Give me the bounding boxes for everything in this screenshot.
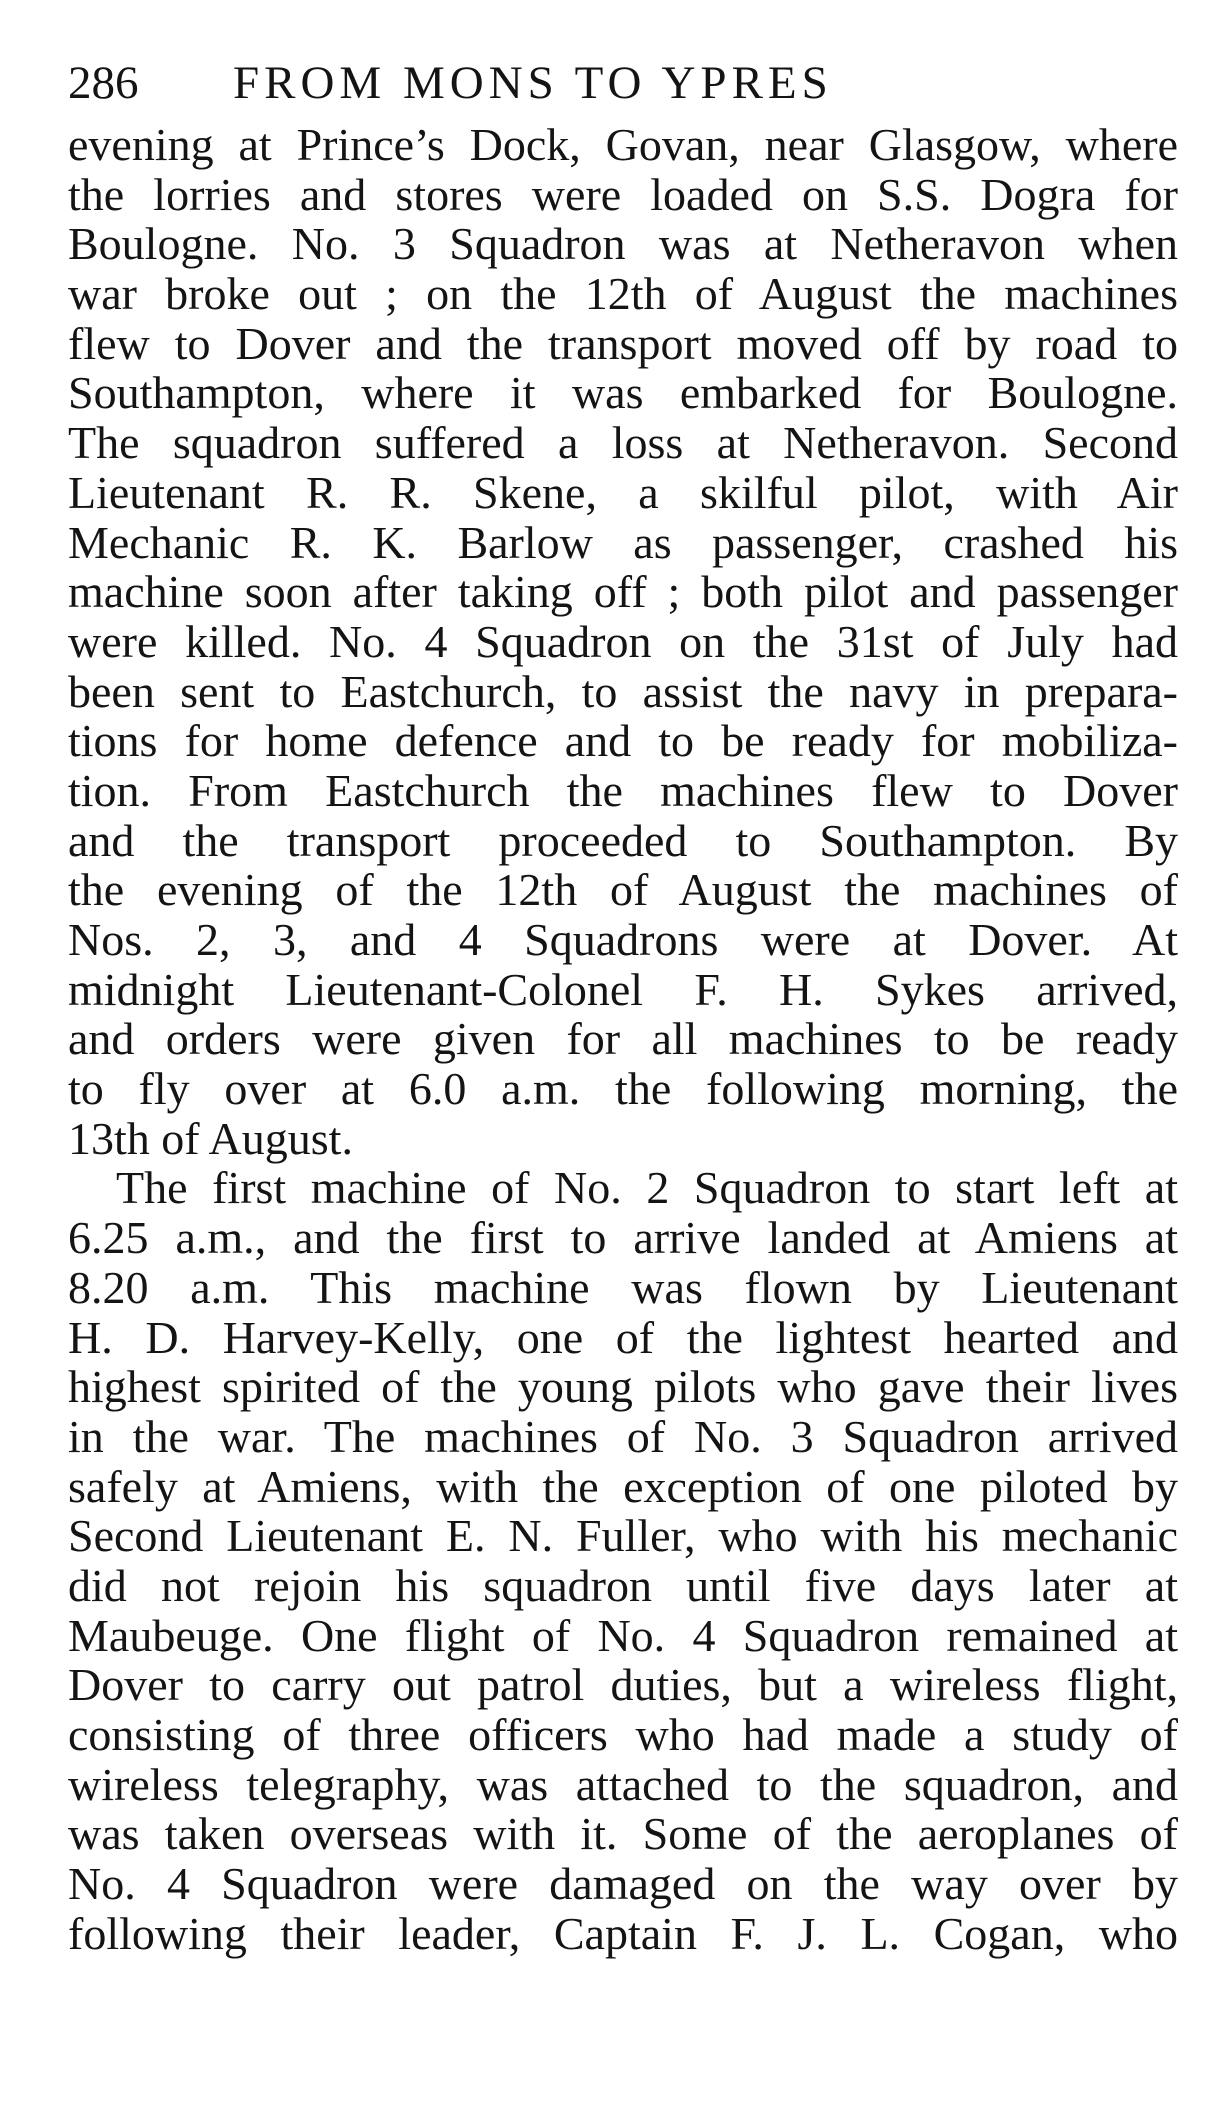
- text-line: and orders were given for all machines to be ready: [68, 1013, 1178, 1065]
- text-line: 8.20 a.m. This machine was flown by Lieutenant: [68, 1261, 1178, 1313]
- text-line: flew to Dover and the transport moved off by road to: [68, 317, 1178, 369]
- text-line: in the war. The machines of No. 3 Squadron arrived: [68, 1410, 1178, 1462]
- text-line: 6.25 a.m., and the first to arrive landed at Amiens at: [68, 1212, 1178, 1264]
- text-line: tions for home defence and to be ready for mobiliza-: [68, 715, 1178, 767]
- text-line: machine soon after taking off ; both pilot and passenger: [68, 566, 1178, 618]
- text-line: evening at Prince’s Dock, Govan, near Glasgow, where: [68, 119, 1178, 170]
- text-line: the lorries and stores were loaded on S.S. Dogra for: [68, 168, 1178, 220]
- text-line: tion. From Eastchurch the machines flew to Dover: [68, 764, 1178, 816]
- text-line: did not rejoin his squadron until five days later at: [68, 1559, 1178, 1611]
- text-line: Lieutenant R. R. Skene, a skilful pilot, with Air: [68, 466, 1178, 518]
- book-page: [68, 56, 1178, 1958]
- body-text: [68, 120, 1178, 1958]
- text-line: the evening of the 12th of August the machines of: [68, 864, 1178, 916]
- text-line: The first machine of No. 2 Squadron to start left at: [116, 1162, 1178, 1214]
- text-line: highest spirited of the young pilots who gave their lives: [68, 1361, 1178, 1413]
- text-line: Southampton, where it was embarked for Boulogne.: [68, 367, 1178, 419]
- text-line: Nos. 2, 3, and 4 Squadrons were at Dover. At: [68, 914, 1178, 965]
- text-line: wireless telegraphy, was attached to the squadron, and: [68, 1758, 1178, 1810]
- running-title: FROM MONS TO YPRES: [233, 57, 833, 109]
- text-line: Boulogne. No. 3 Squadron was at Netheravon when: [68, 218, 1178, 270]
- text-line: The squadron suffered a loss at Netheravon. Second: [68, 417, 1178, 469]
- text-line: midnight Lieutenant-Colonel F. H. Sykes arrived,: [68, 963, 1178, 1015]
- page-number: 286: [68, 57, 139, 109]
- text-line: to fly over at 6.0 a.m. the following morning, the: [68, 1063, 1178, 1115]
- text-line: Second Lieutenant E. N. Fuller, who with his mechanic: [68, 1510, 1178, 1562]
- text-line: No. 4 Squadron were damaged on the way over by: [68, 1858, 1178, 1910]
- text-line: H. D. Harvey-Kelly, one of the lightest hearted and: [68, 1311, 1178, 1363]
- text-line: 13th of August.: [68, 1112, 353, 1164]
- page-header: [68, 56, 1178, 116]
- text-line: and the transport proceeded to Southampton. By: [68, 814, 1178, 866]
- text-line: been sent to Eastchurch, to assist the navy in prepara-: [68, 665, 1178, 717]
- text-line: following their leader, Captain F. J. L. Cogan, who: [68, 1907, 1178, 1959]
- text-line: safely at Amiens, with the exception of one piloted by: [68, 1460, 1178, 1512]
- text-line: were killed. No. 4 Squadron on the 31st of July had: [68, 615, 1178, 667]
- text-line: was taken overseas with it. Some of the aeroplanes of: [68, 1808, 1178, 1860]
- text-line: Mechanic R. K. Barlow as passenger, crashed his: [68, 516, 1178, 568]
- text-line: war broke out ; on the 12th of August the machines: [68, 268, 1178, 320]
- text-line: consisting of three officers who had made a study of: [68, 1709, 1178, 1760]
- text-line: Dover to carry out patrol duties, but a wireless flight,: [68, 1659, 1178, 1711]
- text-line: Maubeuge. One flight of No. 4 Squadron remained at: [68, 1609, 1178, 1661]
